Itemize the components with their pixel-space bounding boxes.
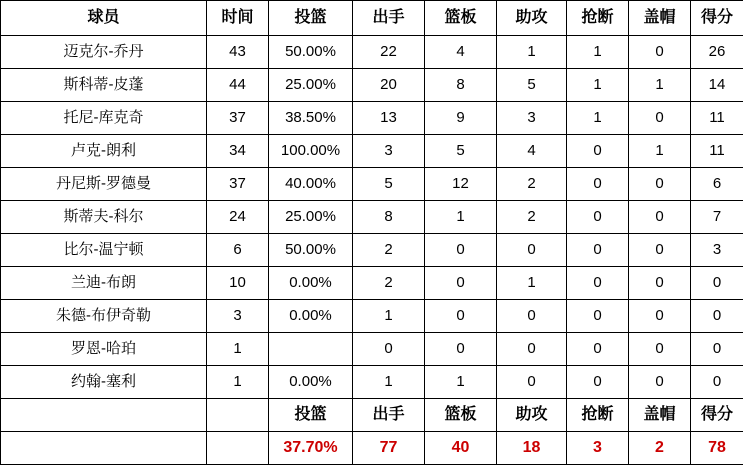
totals-header-row [1,399,743,432]
totals-header-fg-pct: 投篮 [269,399,353,432]
cell-player: 朱德-布伊奇勒 [1,300,207,333]
cell-steals: 0 [567,201,629,234]
totals-steals: 3 [567,432,629,465]
cell-attempts: 1 [353,300,425,333]
totals-header-assists: 助攻 [497,399,567,432]
cell-fg-pct: 25.00% [269,201,353,234]
cell-blocks: 0 [629,168,691,201]
cell-assists: 5 [497,69,567,102]
cell-points: 11 [691,102,743,135]
totals-header-blank-player [1,399,207,432]
cell-rebounds: 9 [425,102,497,135]
cell-assists: 1 [497,267,567,300]
column-header-blocks: 盖帽 [629,1,691,36]
cell-assists: 0 [497,333,567,366]
cell-points: 0 [691,267,743,300]
cell-attempts: 13 [353,102,425,135]
cell-attempts: 20 [353,69,425,102]
cell-assists: 2 [497,201,567,234]
cell-attempts: 3 [353,135,425,168]
table-header [1,1,743,36]
cell-points: 7 [691,201,743,234]
cell-blocks: 0 [629,333,691,366]
cell-rebounds: 12 [425,168,497,201]
totals-fg-pct: 37.70% [269,432,353,465]
totals-row [1,432,743,465]
column-header-assists: 助攻 [497,1,567,36]
cell-rebounds: 0 [425,300,497,333]
column-header-fg-pct: 投篮 [269,1,353,36]
column-header-steals: 抢断 [567,1,629,36]
table-row [1,69,743,102]
cell-points: 0 [691,333,743,366]
cell-steals: 0 [567,267,629,300]
cell-minutes: 44 [207,69,269,102]
cell-attempts: 22 [353,36,425,69]
cell-fg-pct: 50.00% [269,234,353,267]
cell-steals: 0 [567,300,629,333]
cell-blocks: 1 [629,69,691,102]
cell-steals: 0 [567,168,629,201]
cell-assists: 0 [497,234,567,267]
header-row [1,1,743,36]
cell-rebounds: 5 [425,135,497,168]
totals-points: 78 [691,432,743,465]
cell-steals: 0 [567,135,629,168]
table-row [1,300,743,333]
cell-blocks: 0 [629,366,691,399]
totals-blank-player [1,432,207,465]
cell-minutes: 6 [207,234,269,267]
cell-minutes: 24 [207,201,269,234]
cell-assists: 4 [497,135,567,168]
table-row [1,168,743,201]
cell-minutes: 37 [207,102,269,135]
cell-blocks: 0 [629,102,691,135]
column-header-minutes: 时间 [207,1,269,36]
totals-header-blank-minutes [207,399,269,432]
table-row [1,234,743,267]
cell-fg-pct: 0.00% [269,267,353,300]
cell-rebounds: 8 [425,69,497,102]
cell-steals: 1 [567,36,629,69]
cell-fg-pct: 50.00% [269,36,353,69]
cell-rebounds: 0 [425,333,497,366]
cell-rebounds: 1 [425,201,497,234]
cell-player: 兰迪-布朗 [1,267,207,300]
table-row [1,267,743,300]
totals-header-steals: 抢断 [567,399,629,432]
cell-player: 约翰-塞利 [1,366,207,399]
cell-minutes: 1 [207,366,269,399]
cell-assists: 0 [497,300,567,333]
cell-blocks: 0 [629,300,691,333]
cell-assists: 2 [497,168,567,201]
cell-minutes: 1 [207,333,269,366]
cell-attempts: 8 [353,201,425,234]
cell-points: 0 [691,366,743,399]
totals-rebounds: 40 [425,432,497,465]
cell-blocks: 0 [629,234,691,267]
table-body [1,36,743,465]
cell-rebounds: 0 [425,267,497,300]
cell-attempts: 0 [353,333,425,366]
cell-player: 卢克-朗利 [1,135,207,168]
column-header-rebounds: 篮板 [425,1,497,36]
table-row [1,333,743,366]
cell-fg-pct: 25.00% [269,69,353,102]
cell-points: 6 [691,168,743,201]
cell-player: 迈克尔-乔丹 [1,36,207,69]
cell-points: 14 [691,69,743,102]
cell-steals: 1 [567,102,629,135]
cell-attempts: 2 [353,267,425,300]
cell-fg-pct: 0.00% [269,366,353,399]
cell-rebounds: 4 [425,36,497,69]
cell-blocks: 0 [629,36,691,69]
cell-player: 托尼-库克奇 [1,102,207,135]
cell-player: 斯蒂夫-科尔 [1,201,207,234]
cell-blocks: 1 [629,135,691,168]
cell-steals: 0 [567,333,629,366]
cell-attempts: 5 [353,168,425,201]
table-row [1,366,743,399]
totals-blank-minutes [207,432,269,465]
totals-attempts: 77 [353,432,425,465]
totals-header-blocks: 盖帽 [629,399,691,432]
cell-fg-pct: 0.00% [269,300,353,333]
cell-blocks: 0 [629,201,691,234]
cell-steals: 0 [567,366,629,399]
cell-fg-pct: 38.50% [269,102,353,135]
table-row [1,201,743,234]
cell-minutes: 43 [207,36,269,69]
cell-player: 罗恩-哈珀 [1,333,207,366]
totals-header-attempts: 出手 [353,399,425,432]
table-row [1,135,743,168]
cell-minutes: 37 [207,168,269,201]
table-row [1,36,743,69]
cell-points: 0 [691,300,743,333]
cell-minutes: 3 [207,300,269,333]
cell-player: 斯科蒂-皮蓬 [1,69,207,102]
cell-rebounds: 1 [425,366,497,399]
totals-blocks: 2 [629,432,691,465]
cell-steals: 1 [567,69,629,102]
cell-fg-pct [269,333,353,366]
cell-fg-pct: 100.00% [269,135,353,168]
cell-points: 11 [691,135,743,168]
totals-assists: 18 [497,432,567,465]
totals-header-rebounds: 篮板 [425,399,497,432]
cell-attempts: 2 [353,234,425,267]
cell-minutes: 10 [207,267,269,300]
cell-assists: 0 [497,366,567,399]
cell-blocks: 0 [629,267,691,300]
cell-points: 3 [691,234,743,267]
cell-minutes: 34 [207,135,269,168]
cell-points: 26 [691,36,743,69]
column-header-player: 球员 [1,1,207,36]
table-row [1,102,743,135]
cell-attempts: 1 [353,366,425,399]
cell-steals: 0 [567,234,629,267]
totals-header-points: 得分 [691,399,743,432]
cell-fg-pct: 40.00% [269,168,353,201]
cell-player: 丹尼斯-罗德曼 [1,168,207,201]
cell-rebounds: 0 [425,234,497,267]
cell-assists: 3 [497,102,567,135]
column-header-attempts: 出手 [353,1,425,36]
column-header-points: 得分 [691,1,743,36]
cell-assists: 1 [497,36,567,69]
cell-player: 比尔-温宁顿 [1,234,207,267]
